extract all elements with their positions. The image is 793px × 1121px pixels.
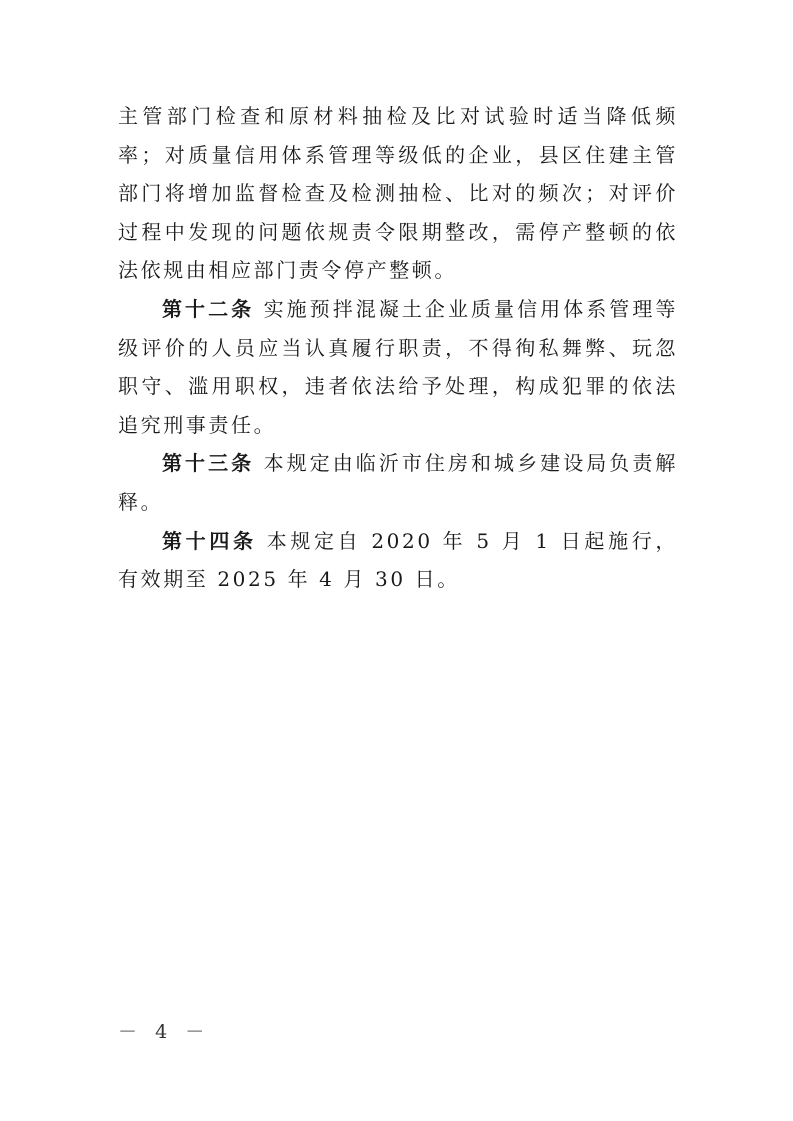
article-text: 本规定自 2020 年 5 月 1 日起施行，有效期至 2025 年 4 月 30 日。 xyxy=(118,528,678,592)
page-number-value: 4 xyxy=(155,1021,174,1043)
article-heading: 第十二条 xyxy=(162,296,255,321)
article-heading: 第十三条 xyxy=(162,451,255,476)
article-12 xyxy=(118,290,678,444)
page-number-dash-right: － xyxy=(185,1021,211,1043)
article-14 xyxy=(118,522,678,599)
article-text: 实施预拌混凝土企业质量信用体系管理等级评价的人员应当认真履行职责，不得徇私舞弊、玩忽职守、滥用职权，违者依法给予处理，构成犯罪的依法追究刑事责任。 xyxy=(118,296,678,437)
paragraph-text: 主管部门检查和原材料抽检及比对试验时适当降低频率；对质量信用体系管理等级低的企业，县区住建主管部门将增加监督检查及检测抽检、比对的频次；对评价过程中发现的问题依规责令限期整改，需停产整顿的依法依规由相应部门责令停产整顿。 xyxy=(118,104,678,283)
paragraph-continuation xyxy=(118,97,678,290)
page-number-dash-left: － xyxy=(118,1021,144,1043)
page-number xyxy=(118,1017,210,1044)
document-body xyxy=(118,97,678,599)
article-heading: 第十四条 xyxy=(162,528,257,553)
article-text: 本规定由临沂市住房和城乡建设局负责解释。 xyxy=(118,451,678,514)
article-13 xyxy=(118,444,678,521)
